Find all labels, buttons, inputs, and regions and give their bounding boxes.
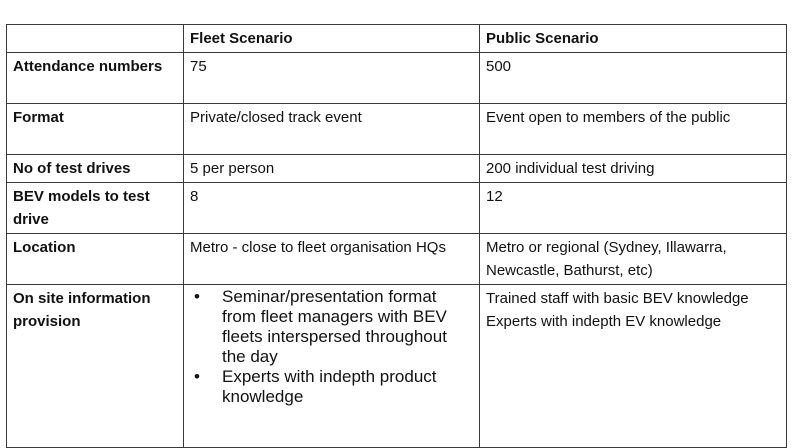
bullet-icon: • — [194, 367, 200, 386]
list-item — [190, 287, 473, 367]
cell-fleet-location: Metro - close to fleet organisation HQs — [184, 234, 480, 285]
cell-fleet-attendance: 75 — [184, 53, 480, 104]
row-label-bev-models: BEV models to test drive — [7, 183, 184, 234]
info-line: Trained staff with basic BEV knowledge — [486, 290, 749, 307]
bullet-text: Experts with indepth product knowledge — [222, 367, 437, 406]
header-public-scenario: Public Scenario — [480, 25, 787, 53]
bullet-text: Seminar/presentation format from fleet managers with BEV fleets interspersed throughout the day — [222, 287, 447, 366]
info-line: Experts with indepth EV knowledge — [486, 313, 722, 330]
header-row — [7, 25, 787, 53]
cell-public-test-drives: 200 individual test driving — [480, 155, 787, 183]
bullet-icon: • — [194, 287, 200, 306]
table-row — [7, 155, 787, 183]
cell-public-location: Metro or regional (Sydney, Illawarra, Newcastle, Bathurst, etc) — [480, 234, 787, 285]
cell-fleet-test-drives: 5 per person — [184, 155, 480, 183]
cell-public-format: Event open to members of the public — [480, 104, 787, 155]
table-row — [7, 53, 787, 104]
row-label-test-drives: No of test drives — [7, 155, 184, 183]
row-label-attendance: Attendance numbers — [7, 53, 184, 104]
table-row — [7, 234, 787, 285]
cell-fleet-format: Private/closed track event — [184, 104, 480, 155]
header-corner-cell — [7, 25, 184, 53]
header-fleet-scenario: Fleet Scenario — [184, 25, 480, 53]
cell-public-onsite-info — [480, 285, 787, 448]
scenario-comparison-table — [6, 24, 787, 448]
row-label-format: Format — [7, 104, 184, 155]
list-item — [190, 367, 473, 407]
row-label-location: Location — [7, 234, 184, 285]
cell-fleet-bev-models: 8 — [184, 183, 480, 234]
cell-fleet-onsite-info — [184, 285, 480, 448]
row-label-onsite-info: On site information provision — [7, 285, 184, 448]
cell-public-attendance: 500 — [480, 53, 787, 104]
table-row — [7, 285, 787, 448]
fleet-info-bullet-list — [190, 287, 473, 407]
table-row — [7, 104, 787, 155]
table-row — [7, 183, 787, 234]
cell-public-bev-models: 12 — [480, 183, 787, 234]
